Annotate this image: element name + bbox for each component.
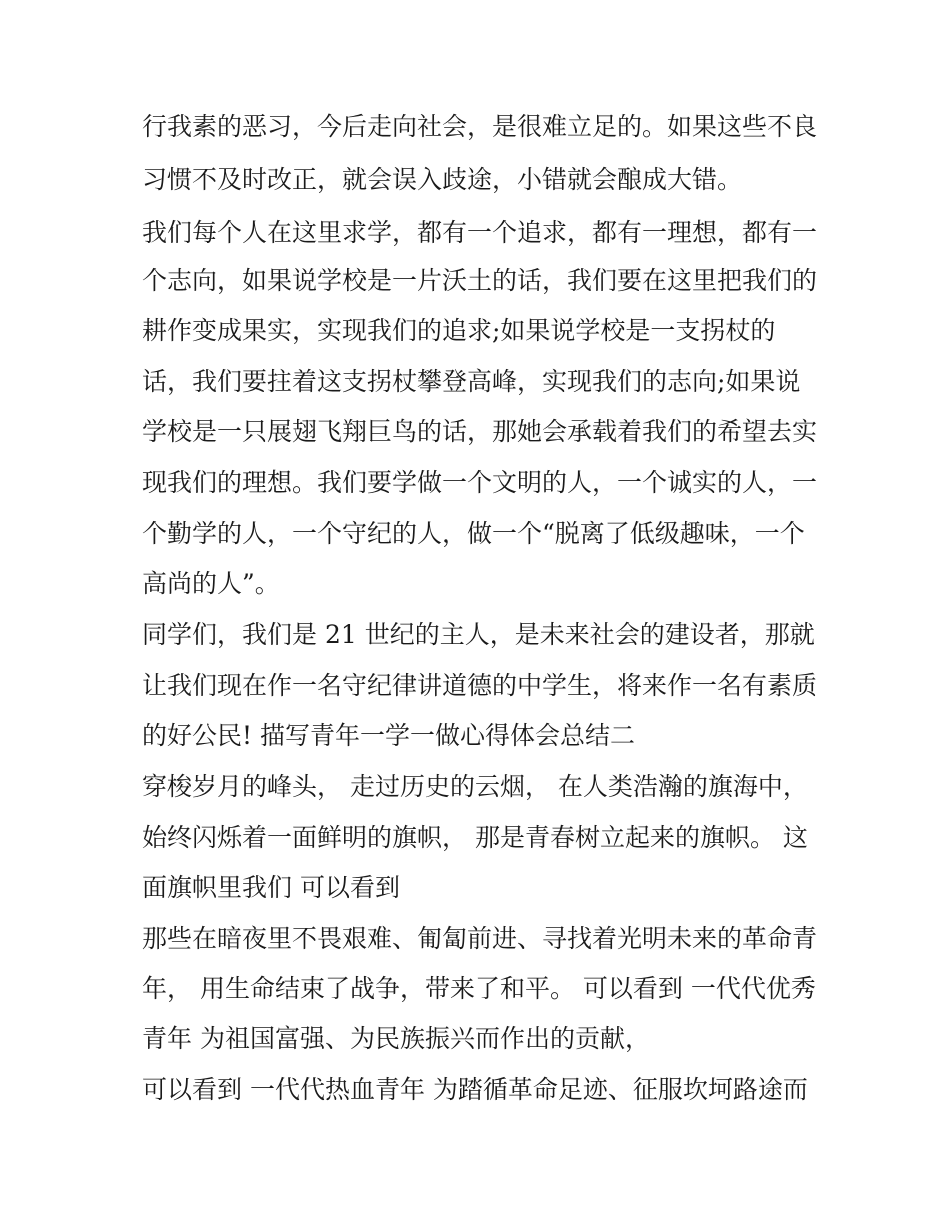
text-line: 个勤学的人，一个守纪的人，做一个“脱离了低级趣味，一个 xyxy=(142,519,805,548)
text-line: 的好公民! 描写青年一学一做心得体会总结二 xyxy=(142,721,635,750)
text-line: 年， 用生命结束了战争，带来了和平。 可以看到 一代代优秀 xyxy=(142,974,816,1003)
text-line: 高尚的人”。 xyxy=(142,569,280,598)
text-line: 青年 为祖国富强、为民族振兴而作出的贡献， xyxy=(142,1024,650,1053)
text-line: 行我素的恶习，今后走向社会，是很难立足的。如果这些不良 xyxy=(142,112,818,141)
text-line: 面旗帜里我们 可以看到 xyxy=(142,873,400,902)
text-line: 那些在暗夜里不畏艰难、匍匐前进、寻找着光明未来的革命青 xyxy=(142,924,818,953)
text-line: 同学们，我们是 21 世纪的主人，是未来社会的建设者，那就 xyxy=(142,620,815,649)
text-line: 始终闪烁着一面鲜明的旗帜， 那是青春树立起来的旗帜。 这 xyxy=(142,823,808,852)
text-line: 现我们的理想。我们要学做一个文明的人，一个诚实的人，一 xyxy=(142,468,818,497)
text-line: 穿梭岁月的峰头， 走过历史的云烟， 在人类浩瀚的旗海中， xyxy=(142,772,808,801)
text-line: 我们每个人在这里求学，都有一个追求，都有一理想，都有一 xyxy=(142,218,818,247)
text-line: 让我们现在作一名守纪律讲道德的中学生，将来作一名有素质 xyxy=(142,671,818,700)
text-line: 话，我们要拄着这支拐杖攀登高峰，实现我们的志向;如果说 xyxy=(142,367,801,396)
text-line: 可以看到 一代代热血青年 为踏循革命足迹、征服坎坷路途而 xyxy=(142,1075,808,1104)
text-line: 习惯不及时改正，就会误入歧途，小错就会酿成大错。 xyxy=(142,165,743,194)
text-line: 学校是一只展翅飞翔巨鸟的话，那她会承载着我们的希望去实 xyxy=(142,417,818,446)
text-line: 个志向，如果说学校是一片沃土的话，我们要在这里把我们的 xyxy=(142,266,818,295)
text-line: 耕作变成果实，实现我们的追求;如果说学校是一支拐杖的 xyxy=(142,316,776,345)
